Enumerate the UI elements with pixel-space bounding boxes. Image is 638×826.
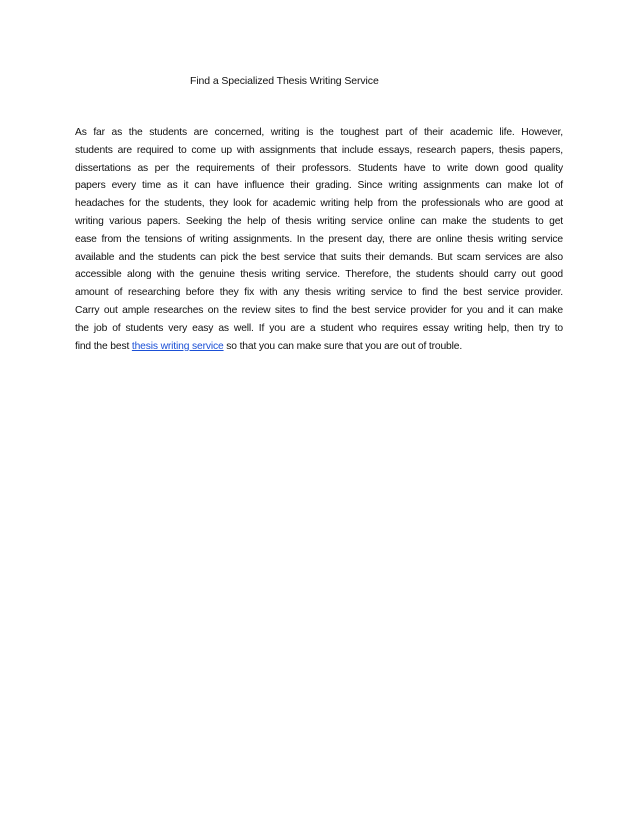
body-line: students are required to come up with assignments that include essays, research papers, thesis papers,	[75, 144, 563, 156]
body-line: amount of researching before they fix with any thesis writing service to find the best service provider.	[75, 287, 563, 299]
body-line: accessible along with the genuine thesis writing service. Therefore, the students should carry out good	[75, 269, 563, 281]
body-line: papers every time as it can have influence their grading. Since writing assignments can make lot of	[75, 180, 563, 192]
body-line: Carry out ample researches on the review sites to find the best service provider for you and it can make	[75, 304, 563, 316]
body-line: dissertations as per the requirements of their professors. Students have to write down good quality	[75, 162, 563, 174]
thesis-writing-service-link[interactable]: thesis writing service	[131, 340, 224, 352]
document-title: Find a Specialized Thesis Writing Service	[190, 75, 379, 87]
body-line: the job of students very easy as well. If you are a student who requires essay writing help, then try to	[75, 322, 563, 334]
body-line: As far as the students are concerned, writing is the toughest part of their academic life. However,	[75, 127, 563, 138]
body-line: available and the students can pick the best service that suits their demands. But scam services are also	[75, 251, 563, 263]
body-last-line	[75, 338, 563, 356]
body-line: headaches for the students, they look for academic writing help from the professionals who are good at	[75, 198, 563, 210]
body-line: ease from the tensions of writing assignments. In the present day, there are online thesis writing service	[75, 233, 563, 245]
body-line: writing various papers. Seeking the help of thesis writing service online can make the students to get	[75, 215, 563, 227]
last-line-before: find the best	[75, 340, 132, 352]
last-line-after: so that you can make sure that you are out of trouble.	[223, 340, 463, 352]
document-body	[75, 124, 563, 355]
